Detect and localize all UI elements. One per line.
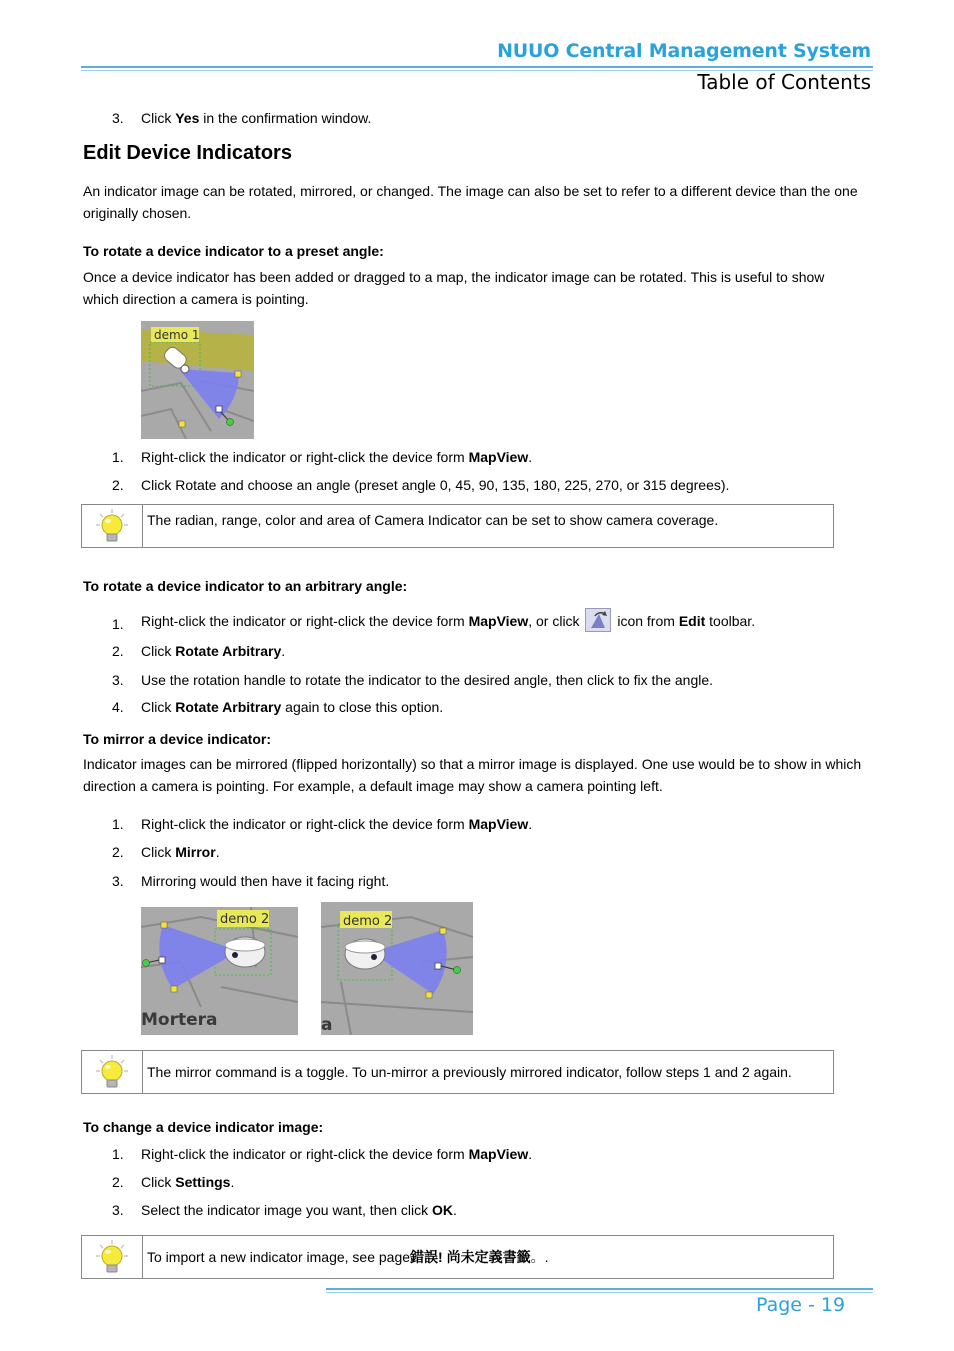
mirror-figure-before <box>141 907 298 1035</box>
step-number: 2. <box>112 477 124 493</box>
preset-paragraph: Once a device indicator has been added or dragged to a map, the indicator image can be rotated. This is useful to show which direction a camera is pointing. <box>83 269 825 307</box>
document-title: NUUO Central Management System <box>497 40 871 62</box>
step-text: Mirroring would then have it facing right. <box>141 873 390 889</box>
map-label: Mortera <box>141 1010 218 1030</box>
figure-label: demo 2 <box>220 912 270 927</box>
subheading-change: To change a device indicator image: <box>83 1119 324 1135</box>
step-text: Click Settings. <box>141 1174 235 1190</box>
step-number: 3. <box>112 110 124 126</box>
step-number: 1. <box>112 449 124 465</box>
broken-bookmark-link[interactable]: 錯誤! 尚未定義書籤 <box>410 1249 531 1265</box>
step-number: 2. <box>112 643 124 659</box>
mirror-paragraph: Indicator images can be mirrored (flipped horizontally) so that a mirror image is displayed. One use would be to show in which direction a camera is pointing. For example, a default image may show a camera pointing left. <box>83 756 862 794</box>
lightbulb-icon <box>82 1236 143 1278</box>
note-text: The mirror command is a toggle. To un-mirror a previously mirrored indicator, follow steps 1 and 2 again. <box>147 1064 792 1080</box>
map-label: a <box>321 1015 333 1035</box>
section-intro: An indicator image can be rotated, mirrored, or changed. The image can also be set to refer to a different device than the one originally chosen. <box>83 183 858 221</box>
step-number: 1. <box>112 816 124 832</box>
subheading-mirror: To mirror a device indicator: <box>83 731 272 747</box>
note-box <box>81 1235 834 1279</box>
rotate-figure <box>141 321 254 439</box>
subheading-preset: To rotate a device indicator to a preset angle: <box>83 243 384 259</box>
step-text: Click Rotate and choose an angle (preset angle 0, 45, 90, 135, 180, 225, 270, or 315 degrees). <box>141 477 730 493</box>
step-number: 3. <box>112 1202 124 1218</box>
section-title: Edit Device Indicators <box>83 142 292 164</box>
step-text: Click Yes in the confirmation window. <box>141 110 372 126</box>
note-text: The radian, range, color and area of Camera Indicator can be set to show camera coverage. <box>147 512 719 528</box>
step-text: Click Rotate Arbitrary. <box>141 643 286 659</box>
lightbulb-icon <box>82 505 143 547</box>
mirror-figure-after <box>321 902 473 1035</box>
step-text: Right-click the indicator or right-click the device form MapView. <box>141 816 533 832</box>
header-rule <box>81 66 873 68</box>
note-text: To import a new indicator image, see page 錯誤! 尚未定義書籤 。. <box>147 1249 549 1265</box>
step-number: 3. <box>112 672 124 688</box>
note-box <box>81 504 834 548</box>
step-number: 3. <box>112 873 124 889</box>
footer-rule <box>326 1288 873 1290</box>
document-subtitle: Table of Contents <box>697 70 871 94</box>
rotate-arbitrary-icon[interactable] <box>585 608 611 632</box>
step-text: Right-click the indicator or right-click the device form MapView. <box>141 1146 533 1162</box>
step-number: 2. <box>112 844 124 860</box>
step-text: Use the rotation handle to rotate the indicator to the desired angle, then click to fix the angle. <box>141 672 714 688</box>
step-text: Right-click the indicator or right-click the device form MapView. <box>141 449 533 465</box>
step-number: 4. <box>112 699 124 715</box>
footer-rule-thin <box>326 1292 873 1293</box>
step-text: Click Rotate Arbitrary again to close this option. <box>141 699 444 715</box>
subheading-arbitrary: To rotate a device indicator to an arbitrary angle: <box>83 578 408 594</box>
figure-label: demo 1 <box>154 328 200 342</box>
step-text: Select the indicator image you want, then click OK. <box>141 1202 457 1218</box>
figure-label: demo 2 <box>343 914 393 929</box>
step-number: 2. <box>112 1174 124 1190</box>
lightbulb-icon <box>82 1051 143 1093</box>
page-number: Page - 19 <box>756 1294 846 1316</box>
step-text: Right-click the indicator or right-click the device form MapView, or click icon from Edit toolbar. <box>141 607 755 635</box>
note-box <box>81 1050 834 1094</box>
step-number: 1. <box>112 1146 124 1162</box>
step-text: Click Mirror. <box>141 844 220 860</box>
step-number: 1. <box>112 616 124 632</box>
